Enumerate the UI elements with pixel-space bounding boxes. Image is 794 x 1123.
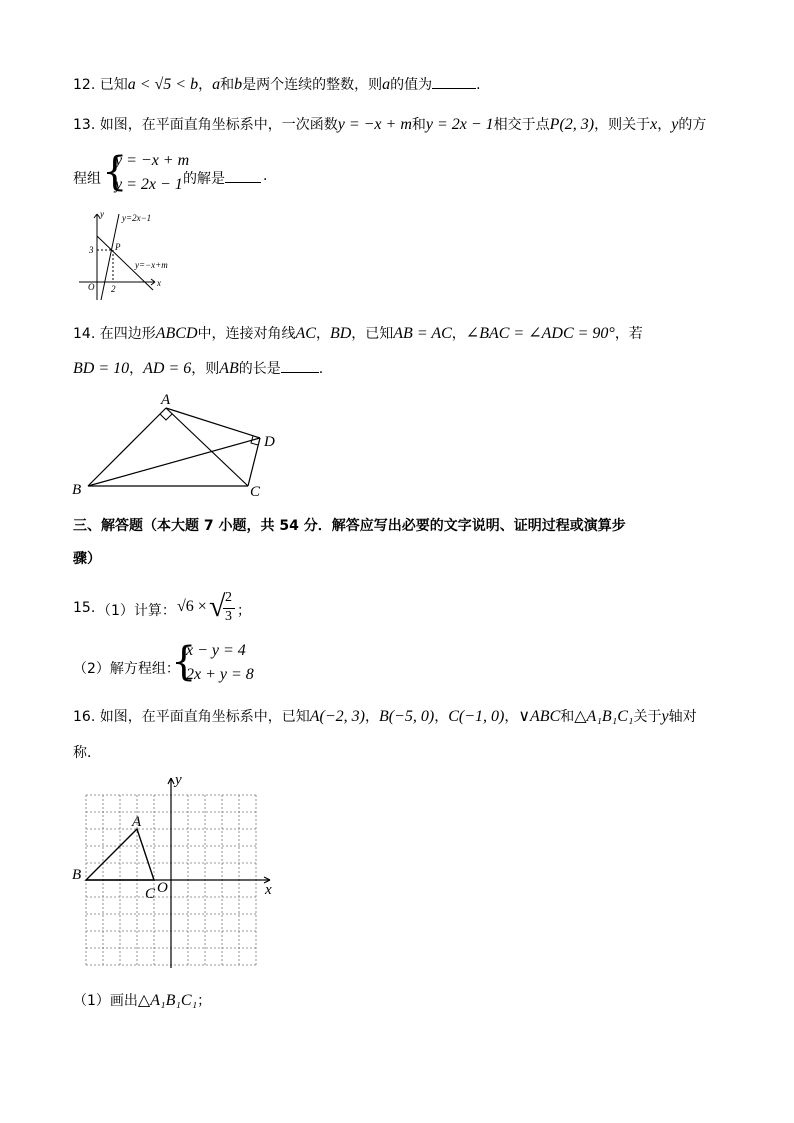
svg-text:P: P — [115, 242, 121, 252]
svg-text:C: C — [250, 484, 261, 500]
line-2x-minus-1 — [101, 214, 119, 300]
question-13-line1: 13. 如图，在平面直角坐标系中，一次函数y = −x + m和y = 2x − 1相交于点P(2, 3)，则关于x，y的方 — [73, 116, 707, 133]
side-ad — [166, 408, 260, 438]
question-12: 12. 已知a < √5 < b，a和b是两个连续的整数，则a的值为 . — [73, 76, 481, 93]
answer-blank — [225, 168, 261, 183]
q13-graph — [75, 208, 200, 303]
section-3-title-cont: 骤） — [73, 551, 101, 567]
question-16-line1: 16. 如图，在平面直角坐标系中，已知A(−2, 3)，B(−5, 0)，C(−1, 0)，∨ABC和△A₁B₁C₁关于y轴对 — [73, 708, 697, 725]
diagonal-ac — [166, 408, 248, 486]
question-number: 14. — [73, 326, 96, 342]
system-brace: { — [102, 149, 128, 195]
svg-text:3: 3 — [89, 245, 94, 255]
question-16-line2: 称． — [73, 745, 101, 761]
side-ab — [88, 408, 166, 486]
right-angle-a-icon — [160, 414, 172, 420]
svg-text:B: B — [72, 482, 82, 498]
side-dc — [248, 438, 260, 486]
svg-text:D: D — [264, 434, 275, 450]
inequality: a < √5 < b — [127, 76, 199, 93]
diagonal-bd — [88, 438, 260, 486]
svg-text:x: x — [265, 882, 272, 898]
question-14-line2: BD = 10，AD = 6，则AB的长是 . — [73, 360, 324, 377]
svg-text:y=−x+m: y=−x+m — [135, 260, 168, 270]
svg-text:C: C — [145, 886, 156, 902]
answer-blank — [432, 74, 476, 89]
svg-text:2: 2 — [111, 284, 116, 294]
svg-text:x: x — [157, 278, 161, 288]
system-brace: { — [171, 639, 197, 685]
question-number: 15. — [73, 600, 96, 616]
question-16-sub1: （1）画出△A₁B₁C₁； — [73, 992, 212, 1009]
question-number: 16. — [73, 709, 96, 725]
question-number: 12. — [73, 77, 96, 93]
answer-blank — [281, 358, 319, 373]
svg-text:B: B — [72, 867, 82, 883]
svg-text:y: y — [175, 772, 182, 788]
svg-text:O: O — [88, 282, 95, 292]
svg-text:A: A — [132, 814, 142, 830]
svg-text:y=2x−1: y=2x−1 — [122, 213, 152, 223]
question-14-line1: 14. 在四边形ABCD中，连接对角线AC，BD，已知AB = AC，∠BAC = ∠ADC = 90°，若 — [73, 325, 643, 342]
svg-text:A: A — [161, 392, 171, 408]
q14-quadrilateral — [68, 390, 288, 500]
svg-text:O: O — [157, 880, 168, 896]
section-3-title: 三、解答题（本大题 7 小题，共 54 分．解答应写出必要的文字说明、证明过程或演算步 — [73, 518, 626, 534]
sqrt-radical: √ — [209, 590, 226, 623]
question-number: 13. — [73, 117, 96, 133]
q16-coordinate-grid — [68, 768, 278, 978]
svg-text:y: y — [100, 209, 104, 219]
